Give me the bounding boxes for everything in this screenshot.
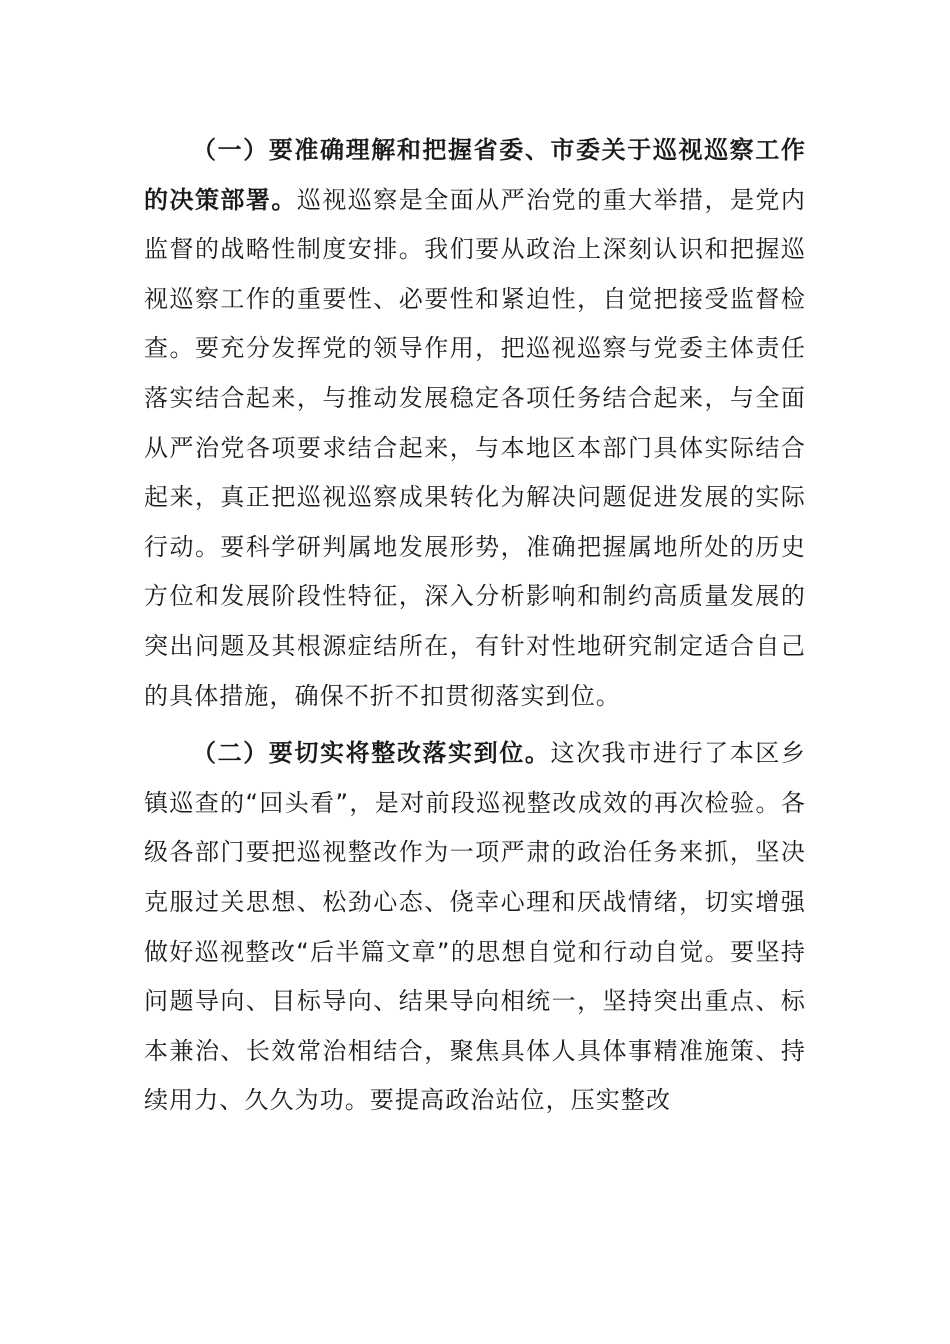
paragraph-1-text: 巡视巡察是全面从严治党的重大举措，是党内监督的战略性制度安排。我们要从政治上深刻认识和把握巡视巡察工作的重要性、必要性和紧迫性，自觉把接受监督检查。要充分发挥党的领导作用，把巡视巡察与党委主体责任落实结合起来，与推动发展稳定各项任务结合起来，与全面从严治党各项要求结合起来，与本地区本部门具体实际结合起来，真正把巡视巡察成果转化为解决问题促进发展的实际行动。要科学研判属地发展形势，准确把握属地所处的历史方位和发展阶段性特征，深入分析影响和制约高质量发展的突出问题及其根源症结所在，有针对性地研究制定适合自己的具体措施，确保不折不扣贯彻落实到位。 xyxy=(144,185,806,710)
paragraph-2 xyxy=(144,729,806,1126)
paragraph-1-heading: （一）要准确理解和把握省委、市委关于巡视巡察工作的决策部署。 xyxy=(144,136,806,214)
paragraph-2-text: 这次我市进行了本区乡镇巡查的“回头看”，是对前段巡视整改成效的再次检验。各级各部门要把巡视整改作为一项严肃的政治任务来抓，坚决克服过关思想、松劲心态、侥幸心理和厌战情绪，切实增强做好巡视整改“后半篇文章”的思想自觉和行动自觉。要坚持问题导向、目标导向、结果导向相统一，坚持突出重点、标本兼治、长效常治相结合，聚焦具体人具体事精准施策、持续用力、久久为功。要提高政治站位，压实整改 xyxy=(144,739,807,1115)
paragraph-1 xyxy=(144,126,806,721)
document-body xyxy=(144,126,806,1134)
paragraph-2-heading: （二）要切实将整改落实到位。 xyxy=(192,739,551,768)
